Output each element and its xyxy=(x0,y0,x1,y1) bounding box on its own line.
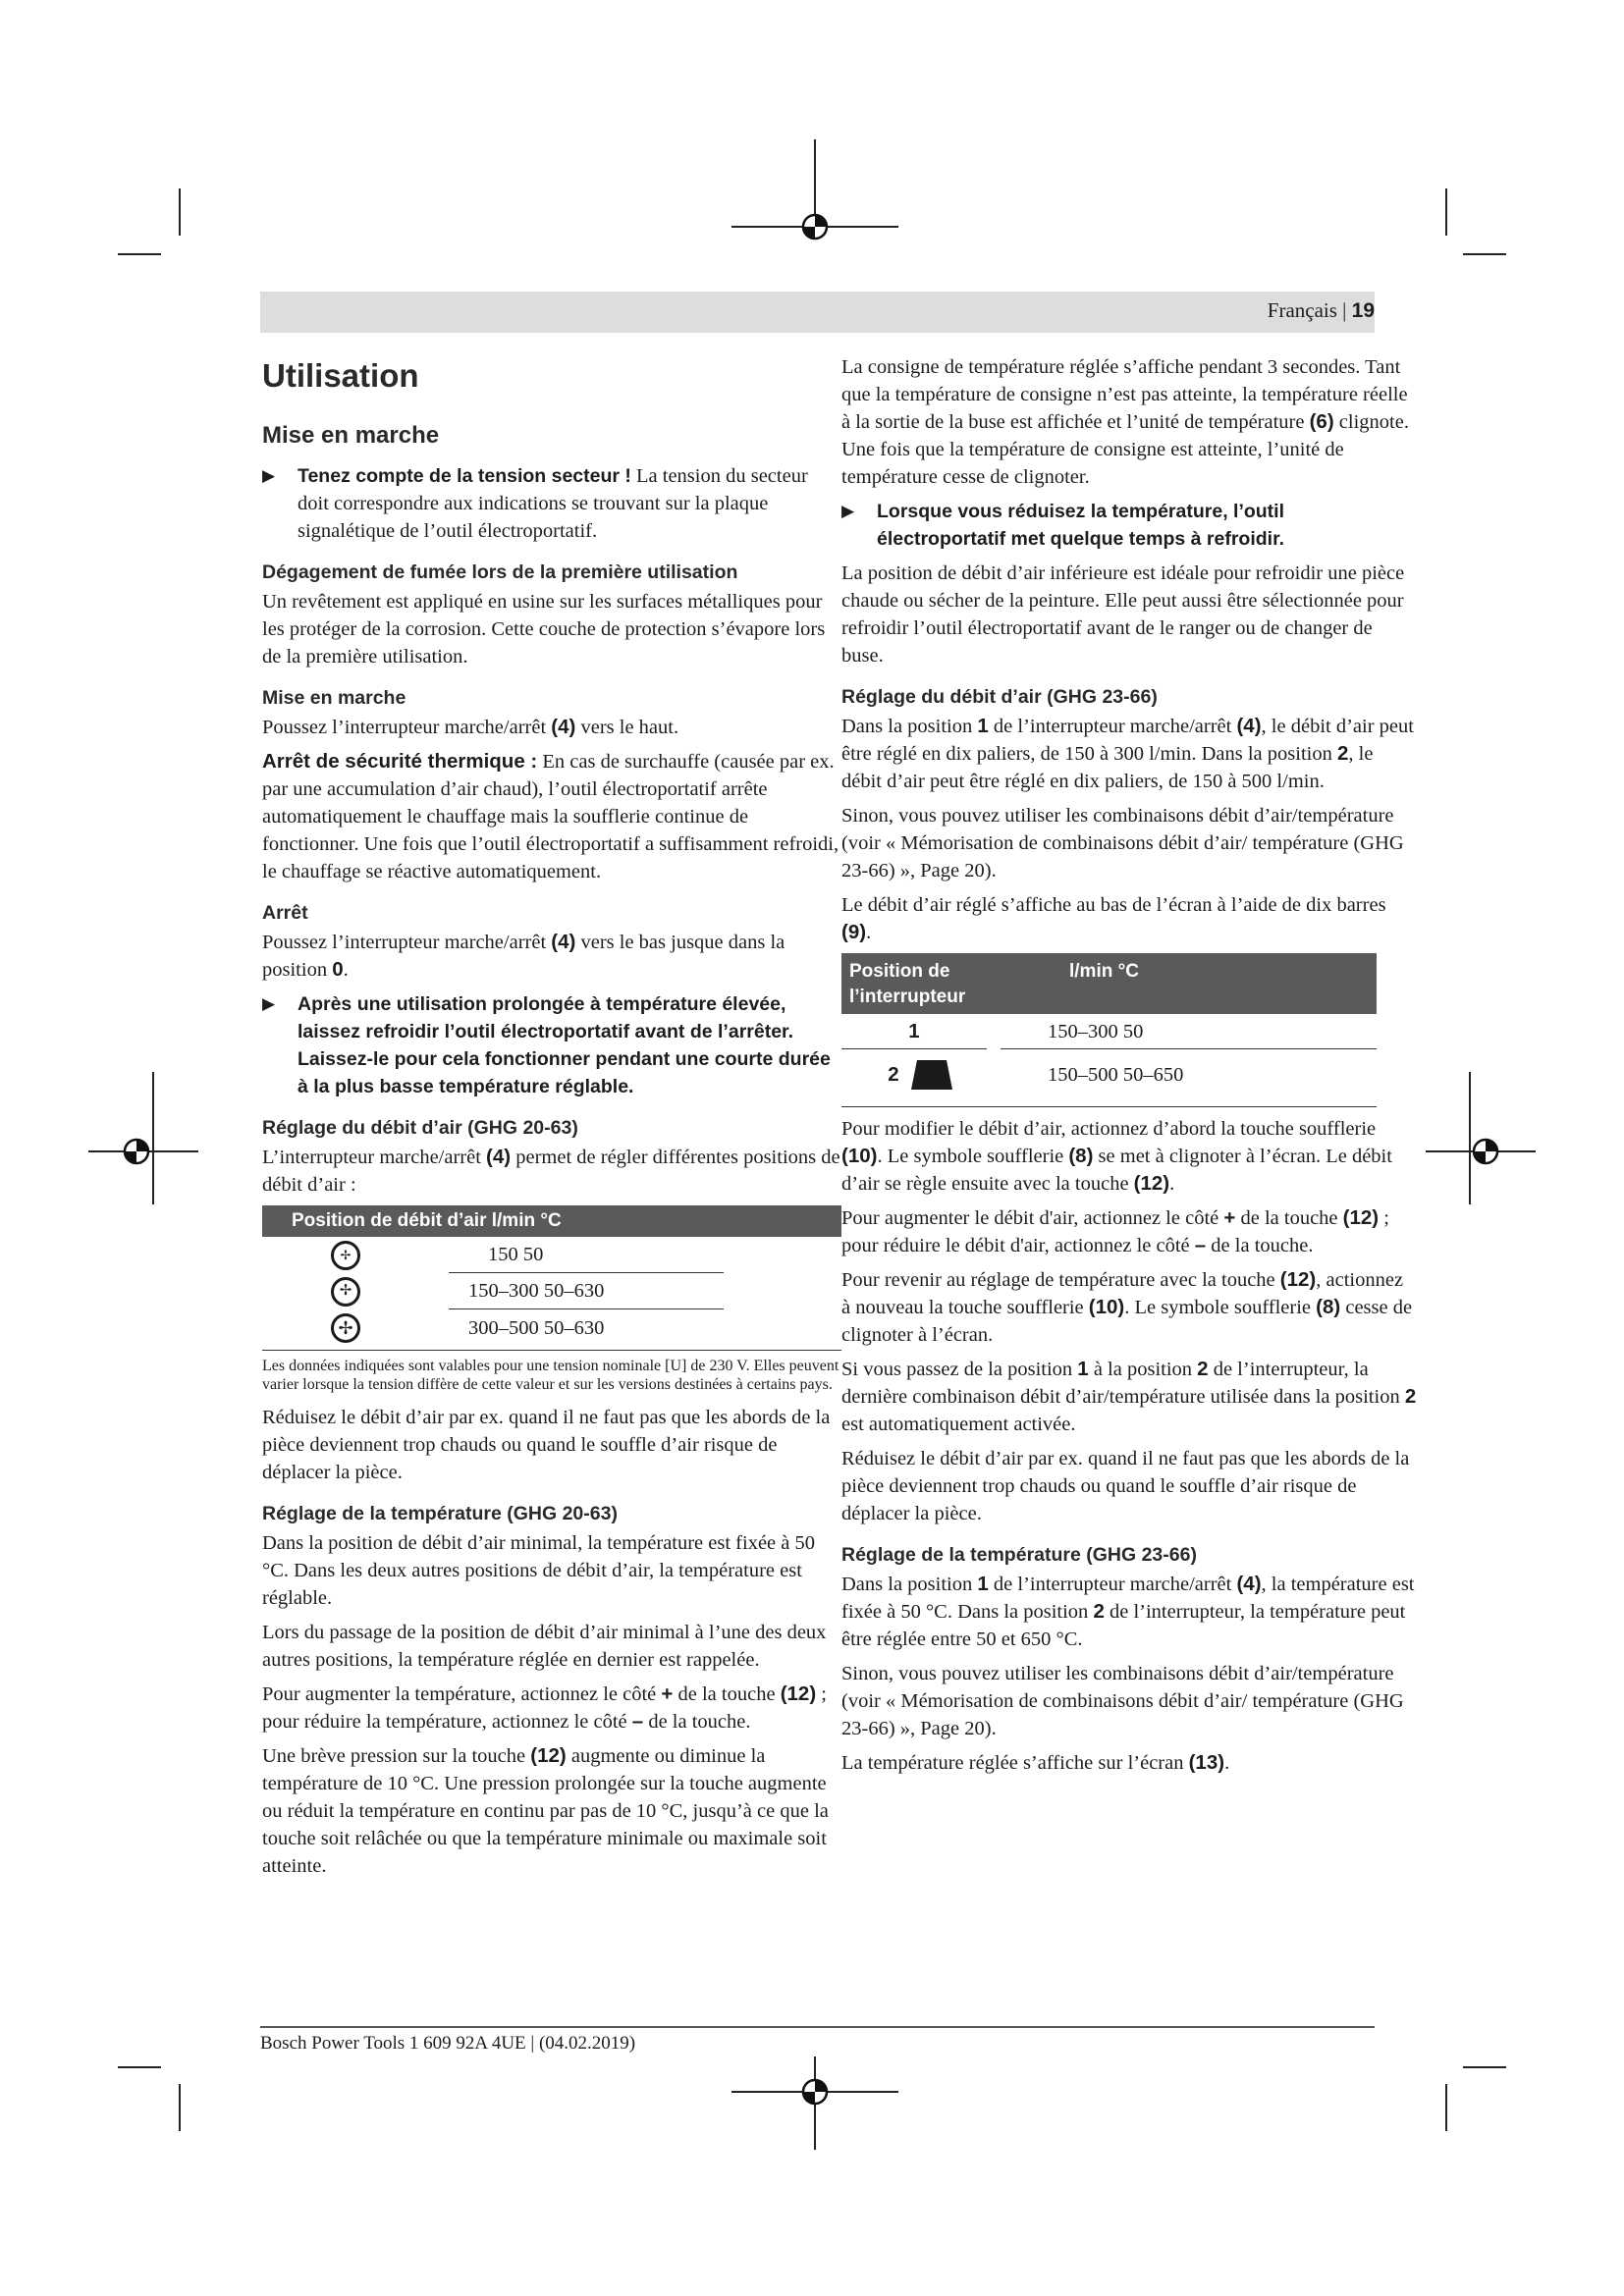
page-footer: Bosch Power Tools 1 609 92A 4UE | (04.02.2019) xyxy=(260,2033,636,2054)
page-header xyxy=(1268,298,1375,323)
bullet-text: La tension du secteur doit correspondre aux indications se trouvant sur la plaque signalétique de l’outil électroportatif. xyxy=(298,465,808,542)
paragraph-lower-flow: La position de débit d’air inférieure est idéale pour refroidir une pièce chaude ou sécher de la peinture. Elle peut aussi être sélectionnée pour refroidir l’outil électroportatif avant de le ranger ou de changer de buse. xyxy=(841,562,1405,667)
airflow-table-20-63 xyxy=(262,1205,841,1351)
paragraph-temp-positions: Dans la position 1 de l’interrupteur marche/arrêt (4), la température est fixée à 50 °C. Dans la position 2 de l’interrupteur, la température peut être réglée entre 50 et 650 °C. xyxy=(841,1573,1415,1650)
table-row xyxy=(841,1014,1377,1049)
paragraph-increase-airflow: Pour augmenter le débit d'air, actionnez le côté + de la touche (12) ; pour réduire le débit d'air, actionnez le côté – de la touche. xyxy=(841,1206,1389,1256)
paragraph-airflow-positions: Dans la position 1 de l’interrupteur marche/arrêt (4), le débit d’air peut être réglé en dix paliers, de 150 à 300 l/min. Dans la position 2, le débit d’air peut être réglé en dix paliers, de 150 à 500 l/min. xyxy=(841,715,1414,792)
table-row xyxy=(262,1273,841,1309)
table-cell-position: 2 xyxy=(888,1063,899,1086)
registration-mark-icon xyxy=(798,210,832,243)
paragraph-switch-on: Poussez l’interrupteur marche/arrêt (4) vers le haut. xyxy=(262,716,679,738)
heading-airflow-20-63: Réglage du débit d’air (GHG 20-63) xyxy=(262,1117,578,1139)
registration-mark-icon xyxy=(1469,1135,1502,1168)
bullet-cooldown xyxy=(262,990,841,1100)
paragraph-switch-off: Poussez l’interrupteur marche/arrêt (4) vers le bas jusque dans la position 0. xyxy=(262,931,785,981)
paragraph-modify-airflow: Pour modifier le débit d’air, actionnez d’abord la touche soufflerie (10). Le symbole soufflerie (8) se met à clignoter à l’écran. Le débit d’air se règle ensuite avec la touche (12). xyxy=(841,1118,1392,1195)
paragraph-temp-display: La température réglée s’affiche sur l’écran (13). xyxy=(841,1751,1230,1774)
table-col-flow: l/min xyxy=(491,1210,536,1231)
bullet-bold-text: Après une utilisation prolongée à température élevée, laissez refroidir l’outil électroportatif avant de l’arrêter. Laissez-le pour cela fonctionner pendant une courte durée à la plus basse température réglable. xyxy=(298,993,831,1097)
airflow-table-23-66 xyxy=(841,953,1377,1107)
bullet-bold-text: Lorsque vous réduisez la température, l’outil électroportatif met quelque temps à refroidir. xyxy=(877,501,1285,550)
paragraph-setpoint: La consigne de température réglée s’affiche pendant 3 secondes. Tant que la température de consigne n’est pas atteinte, la température réelle à la sortie de la buse est affichée et l’unité de température (6) clignote. Une fois que la température de consigne est atteinte, l’unité de température cesse de clignoter. xyxy=(841,356,1409,488)
table-cell-flow: 150 xyxy=(488,1244,518,1265)
paragraph-reduce-airflow-2: Réduisez le débit d’air par ex. quand il ne faut pas que les abords de la pièce deviennent trop chauds ou quand le souffle d’air risque de déplacer la pièce. xyxy=(841,1448,1410,1524)
table-cell-flow: 150–300 xyxy=(1048,1020,1118,1042)
fan-high-icon: ✢ xyxy=(331,1313,360,1343)
bullet-voltage xyxy=(262,462,841,545)
paragraph-combinations: Sinon, vous pouvez utiliser les combinaisons débit d’air/température (voir « Mémorisation de combinaisons débit d’air/ température (GHG 23-66) », Page 20). xyxy=(841,805,1404,881)
table-header xyxy=(841,953,1377,1014)
table-row xyxy=(841,1049,1377,1100)
heading-switch-off: Arrêt xyxy=(262,902,308,924)
table-cell-temp: 50–630 xyxy=(543,1280,605,1302)
heading-temperature-20-63: Réglage de la température (GHG 20-63) xyxy=(262,1503,618,1524)
paragraph-switch-position: Si vous passez de la position 1 à la position 2 de l’interrupteur, la dernière combinaison débit d’air/température utilisée dans la position 2 est automatiquement activée. xyxy=(841,1358,1417,1435)
table-cell-temp: 50–650 xyxy=(1122,1064,1184,1086)
table-cell-temp: 50 xyxy=(522,1244,544,1265)
paragraph-reduce-airflow: Réduisez le débit d’air par ex. quand il ne faut pas que les abords de la pièce deviennent trop chauds ou quand le souffle d’air risque de déplacer la pièce. xyxy=(262,1407,831,1483)
paragraph-thermal-cutout: Arrêt de sécurité thermique : En cas de surchauffe (causée par ex. par une accumulation d’air chaud), l’outil électroportatif arrête automatiquement le chauffage mais la soufflerie continue de fonctionner. Une fois que l’outil électroportatif a suffisamment refroidi, le chauffage se réactive automatiquement. xyxy=(262,750,839,882)
table-row xyxy=(262,1309,841,1346)
page-header-bar xyxy=(260,292,1375,333)
paragraph-temp-1: Dans la position de débit d’air minimal, la température est fixée à 50 °C. Dans les deux autres positions de débit d’air, la température est réglable. xyxy=(262,1532,815,1609)
bullet-arrow-icon: ▶ xyxy=(841,502,855,520)
table-cell-flow: 300–500 xyxy=(468,1316,539,1339)
paragraph-smoke: Un revêtement est appliqué en usine sur les surfaces métalliques pour les protéger de la corrosion. Cette couche de protection s’évapore lors de la première utilisation. xyxy=(262,591,826,667)
table-col-position: Position de l’interrupteur xyxy=(849,961,966,1007)
heading-switch-on: Mise en marche xyxy=(262,687,406,709)
heading-smoke: Dégagement de fumée lors de la première utilisation xyxy=(262,561,738,583)
table-cell-temp: 50–630 xyxy=(543,1316,605,1339)
heading-airflow-23-66: Réglage du débit d’air (GHG 23-66) xyxy=(841,686,1158,708)
fan-low-icon: ✢ xyxy=(331,1241,360,1270)
paragraph-temp-3: Pour augmenter la température, actionnez le côté + de la touche (12) ; pour réduire la température, actionnez le côté – de la touche. xyxy=(262,1682,827,1733)
bullet-arrow-icon: ▶ xyxy=(262,994,276,1013)
table-row xyxy=(262,1237,841,1273)
subsection-title: Mise en marche xyxy=(262,422,440,449)
registration-mark-icon xyxy=(798,2075,832,2109)
paragraph-temp-4: Une brève pression sur la touche (12) augmente ou diminue la température de 10 °C. Une pression prolongée sur la touche augmente ou réduit la température en continu par pas de 10 °C, jusqu’à ce que la touche soit relâchée ou que la température minimale ou maximale soit atteinte. xyxy=(262,1744,829,1877)
table-col-flow: l/min xyxy=(1069,961,1113,982)
table-cell-temp: 50 xyxy=(1122,1020,1144,1042)
table-cell-flow: 150–300 xyxy=(468,1280,539,1302)
left-column xyxy=(262,348,841,1887)
right-column xyxy=(841,353,1417,1784)
bullet-arrow-icon: ▶ xyxy=(262,466,276,485)
footer-rule xyxy=(260,2026,1375,2028)
page-number: 19 xyxy=(1351,299,1375,322)
registration-mark-icon xyxy=(120,1135,153,1168)
table-cell-position: 1 xyxy=(908,1019,920,1042)
fan-medium-icon: ✢ xyxy=(331,1277,360,1307)
section-title: Utilisation xyxy=(262,357,419,394)
heading-temperature-23-66: Réglage de la température (GHG 23-66) xyxy=(841,1544,1197,1566)
table-col-temp: °C xyxy=(540,1210,562,1231)
paragraph-temp-2: Lors du passage de la position de débit d’air minimal à l’une des deux autres positions, la température réglée en dernier est rappelée. xyxy=(262,1622,827,1671)
heat-level-icon xyxy=(909,1056,954,1094)
header-separator: | xyxy=(1342,298,1347,322)
bullet-cooling-time xyxy=(841,498,1417,553)
paragraph-return-temp: Pour revenir au réglage de température avec la touche (12), actionnez à nouveau la touche soufflerie (10). Le symbole soufflerie (8) cesse de clignoter à l’écran. xyxy=(841,1268,1413,1346)
paragraph-airflow: L’interrupteur marche/arrêt (4) permet de régler différentes positions de débit d’air : xyxy=(262,1146,840,1196)
table-footnote: Les données indiquées sont valables pour une tension nominale [U] de 230 V. Elles peuvent varier lorsque la tension diffère de cette valeur et sur les versions destinées à certains pays. xyxy=(262,1358,839,1393)
table-col-temp: °C xyxy=(1117,961,1139,982)
bullet-bold-text: Tenez compte de la tension secteur ! xyxy=(298,465,631,487)
table-col-position: Position de débit d’air xyxy=(292,1210,487,1231)
table-header xyxy=(262,1205,841,1237)
paragraph-bars: Le débit d’air réglé s’affiche au bas de l’écran à l’aide de dix barres (9). xyxy=(841,894,1386,943)
paragraph-combinations-2: Sinon, vous pouvez utiliser les combinaisons débit d’air/température (voir « Mémorisation de combinaisons débit d’air/ température (GHG 23-66) », Page 20). xyxy=(841,1663,1404,1739)
table-cell-flow: 150–500 xyxy=(1048,1064,1118,1086)
header-language: Français xyxy=(1267,298,1337,322)
